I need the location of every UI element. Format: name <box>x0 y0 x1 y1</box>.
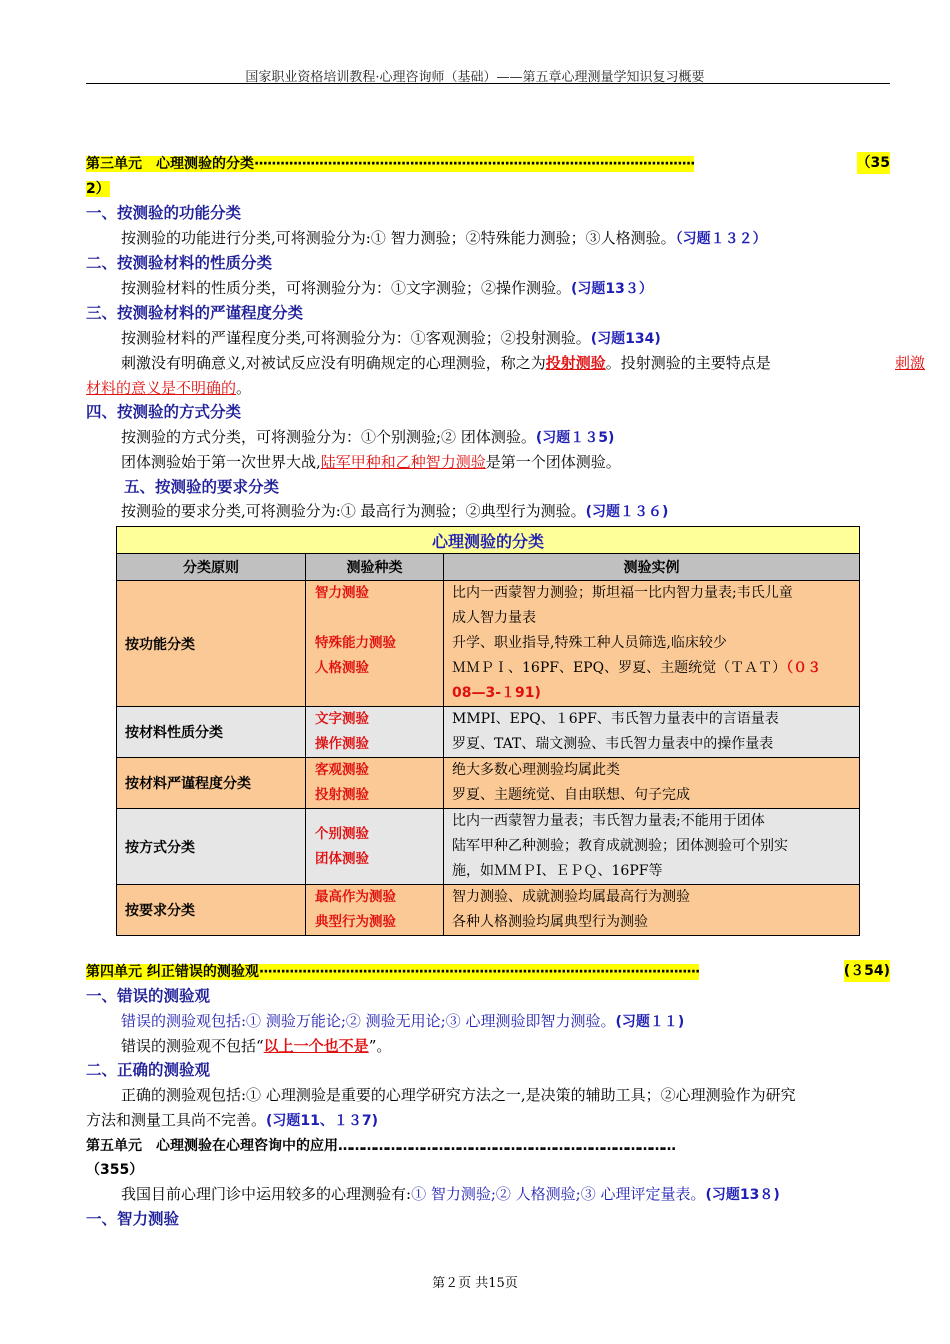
principle-cell: 按要求分类 <box>117 885 306 936</box>
paragraph: 按测验的方式分类，可将测验分为：①个别测验;② 团体测验。(习题１３5) <box>121 428 615 446</box>
unit3-page-ref-cont: 2） <box>86 181 110 197</box>
principle-cell: 按方式分类 <box>117 809 306 885</box>
section-heading: 一、错误的测验观 <box>86 987 211 1005</box>
section-heading: 五、按测验的要求分类 <box>124 478 280 496</box>
paragraph: 刺激没有明确意义,对被试反应没有明确规定的心理测验，称之为投射测验。投射测验的主要特点是 刺激 <box>121 354 925 372</box>
unit5-title-line <box>86 1134 890 1157</box>
unit3-title: 第三单元 心理测验的分类 <box>86 156 254 172</box>
example-cell: 绝大多数心理测验均属此类 罗夏、主题统觉、自由联想、句子完成 <box>444 758 860 809</box>
unit4-title: 第四单元 纠正错误的测验观 <box>86 964 259 980</box>
table-row <box>117 809 860 885</box>
example-cell: 智力测验、成就测验均属最高行为测验 各种人格测验均属典型行为测验 <box>444 885 860 936</box>
principle-cell: 按功能分类 <box>117 581 306 707</box>
exercise-ref: (习题13８) <box>705 1187 780 1203</box>
section-heading: 二、正确的测验观 <box>86 1061 211 1079</box>
type-cell: 客观测验 投射测验 <box>306 758 444 809</box>
table-row <box>117 885 860 936</box>
principle-cell: 按材料性质分类 <box>117 707 306 758</box>
exercise-ref: (习题１３６) <box>585 504 669 520</box>
paragraph-cont: 材料的意义是不明确的。 <box>86 379 252 397</box>
key-phrase: 陆军甲种和乙种智力测验 <box>320 453 486 471</box>
paragraph: 按测验材料的严谨程度分类,可将测验分为：①客观测验；②投射测验。(习题134) <box>121 329 661 347</box>
key-term: 以上一个也不是 <box>263 1037 369 1055</box>
unit3-leader-dots: ······································································································ <box>254 156 695 172</box>
paragraph: 我国目前心理门诊中运用较多的心理测验有:① 智力测验;② 人格测验;③ 心理评定量表。(习题13８) <box>121 1185 780 1203</box>
exercise-ref: (习题13３） <box>571 281 653 297</box>
section-heading: 四、按测验的方式分类 <box>86 403 242 421</box>
page-header: 国家职业资格培训教程·心理咨询师（基础）——第五章心理测量学知识复习概要 <box>245 70 705 85</box>
table-row <box>117 581 860 707</box>
table-row <box>117 758 860 809</box>
exercise-ref: (习题134) <box>590 331 661 347</box>
header-divider <box>86 83 890 84</box>
key-term: 投射测验 <box>545 354 606 372</box>
paragraph: 按测验的功能进行分类,可将测验分为:① 智力测验；②特殊能力测验；③人格测验。（习题１３２） <box>121 229 767 247</box>
paragraph: 按测验的要求分类,可将测验分为:① 最高行为测验；②典型行为测验。(习题１３６) <box>121 502 669 520</box>
table-caption: 心理测验的分类 <box>117 527 860 554</box>
table-row <box>117 707 860 758</box>
paragraph: 错误的测验观包括:① 测验万能论;② 测验无用论;③ 心理测验即智力测验。(习题１１) <box>121 1012 685 1030</box>
section-heading: 一、智力测验 <box>86 1210 180 1228</box>
principle-cell: 按材料严谨程度分类 <box>117 758 306 809</box>
type-cell: 智力测验 特殊能力测验 人格测验 <box>306 581 444 707</box>
exercise-ref: (习题１３5) <box>535 430 615 446</box>
unit5-title: 第五单元 心理测验在心理咨询中的应用 <box>86 1138 338 1154</box>
section-heading: 二、按测验材料的性质分类 <box>86 254 273 272</box>
exercise-ref: (习题１１) <box>615 1014 685 1030</box>
paragraph: 错误的测验观不包括“以上一个也不是”。 <box>121 1037 392 1055</box>
type-cell: 最高作为测验 典型行为测验 <box>306 885 444 936</box>
section-heading: 三、按测验材料的严谨程度分类 <box>86 304 304 322</box>
key-phrase: 刺激 <box>894 354 925 372</box>
unit4-page-ref: (３54) <box>844 960 890 982</box>
exercise-ref: （习题１３２） <box>675 231 767 247</box>
type-cell: 个别测验 团体测验 <box>306 809 444 885</box>
unit3-title-line <box>86 152 890 175</box>
section-heading: 一、按测验的功能分类 <box>86 204 242 222</box>
column-header: 测验实例 <box>444 554 860 581</box>
example-cell: 比内一西蒙智力测验；斯坦福一比内智力量表;韦氏儿童 成人智力量表 升学、职业指导,特殊工种人员筛选,临床较少 ＭＭＰＩ、16PF、EPQ、罗夏、主题统觉（ＴＡＴ）（０３ 08—3-１91) <box>444 581 860 707</box>
paragraph: 团体测验始于第一次世界大战,陆军甲种和乙种智力测验是第一个团体测验。 <box>121 453 621 471</box>
page-footer: 第２页 共15页 <box>432 1276 518 1291</box>
unit3-page-ref: （35 <box>857 152 890 174</box>
example-cell: MMPI、EPQ、１6PF、韦氏智力量表中的言语量表 罗夏、TAT、瑞文测验、韦氏智力量表中的操作量表 <box>444 707 860 758</box>
key-phrase: 材料的意义是不明确的 <box>86 379 237 397</box>
unit5-page-ref-line <box>86 1158 890 1181</box>
exercise-ref: (习题11、１３7) <box>266 1113 379 1129</box>
paragraph-cont: 方法和测量工具尚不完善。(习题11、１３7) <box>86 1111 379 1129</box>
column-header: 分类原则 <box>117 554 306 581</box>
unit3-title-line2 <box>86 177 890 200</box>
unit5-page-ref: （355） <box>86 1162 144 1178</box>
unit4-title-line <box>86 960 890 983</box>
unit4-leader-dots: ······································································································ <box>258 964 700 980</box>
paragraph: 按测验材料的性质分类，可将测验分为：①文字测验；②操作测验。(习题13３） <box>121 279 653 297</box>
type-cell: 文字测验 操作测验 <box>306 707 444 758</box>
paragraph: 正确的测验观包括:① 心理测验是重要的心理学研究方法之一,是决策的辅助工具；②心理测验作为研究 <box>121 1086 796 1104</box>
unit5-leader-dots: ………………………………………………………………………… <box>338 1138 674 1154</box>
classification-table <box>116 526 860 936</box>
column-header: 测验种类 <box>306 554 444 581</box>
example-cell: 比内一西蒙智力量表；韦氏智力量表;不能用于团体 陆军甲种乙种测验；教育成就测验；团体测验可个别实 施，如ＭＭＰI、ＥＰＱ、16PF等 <box>444 809 860 885</box>
